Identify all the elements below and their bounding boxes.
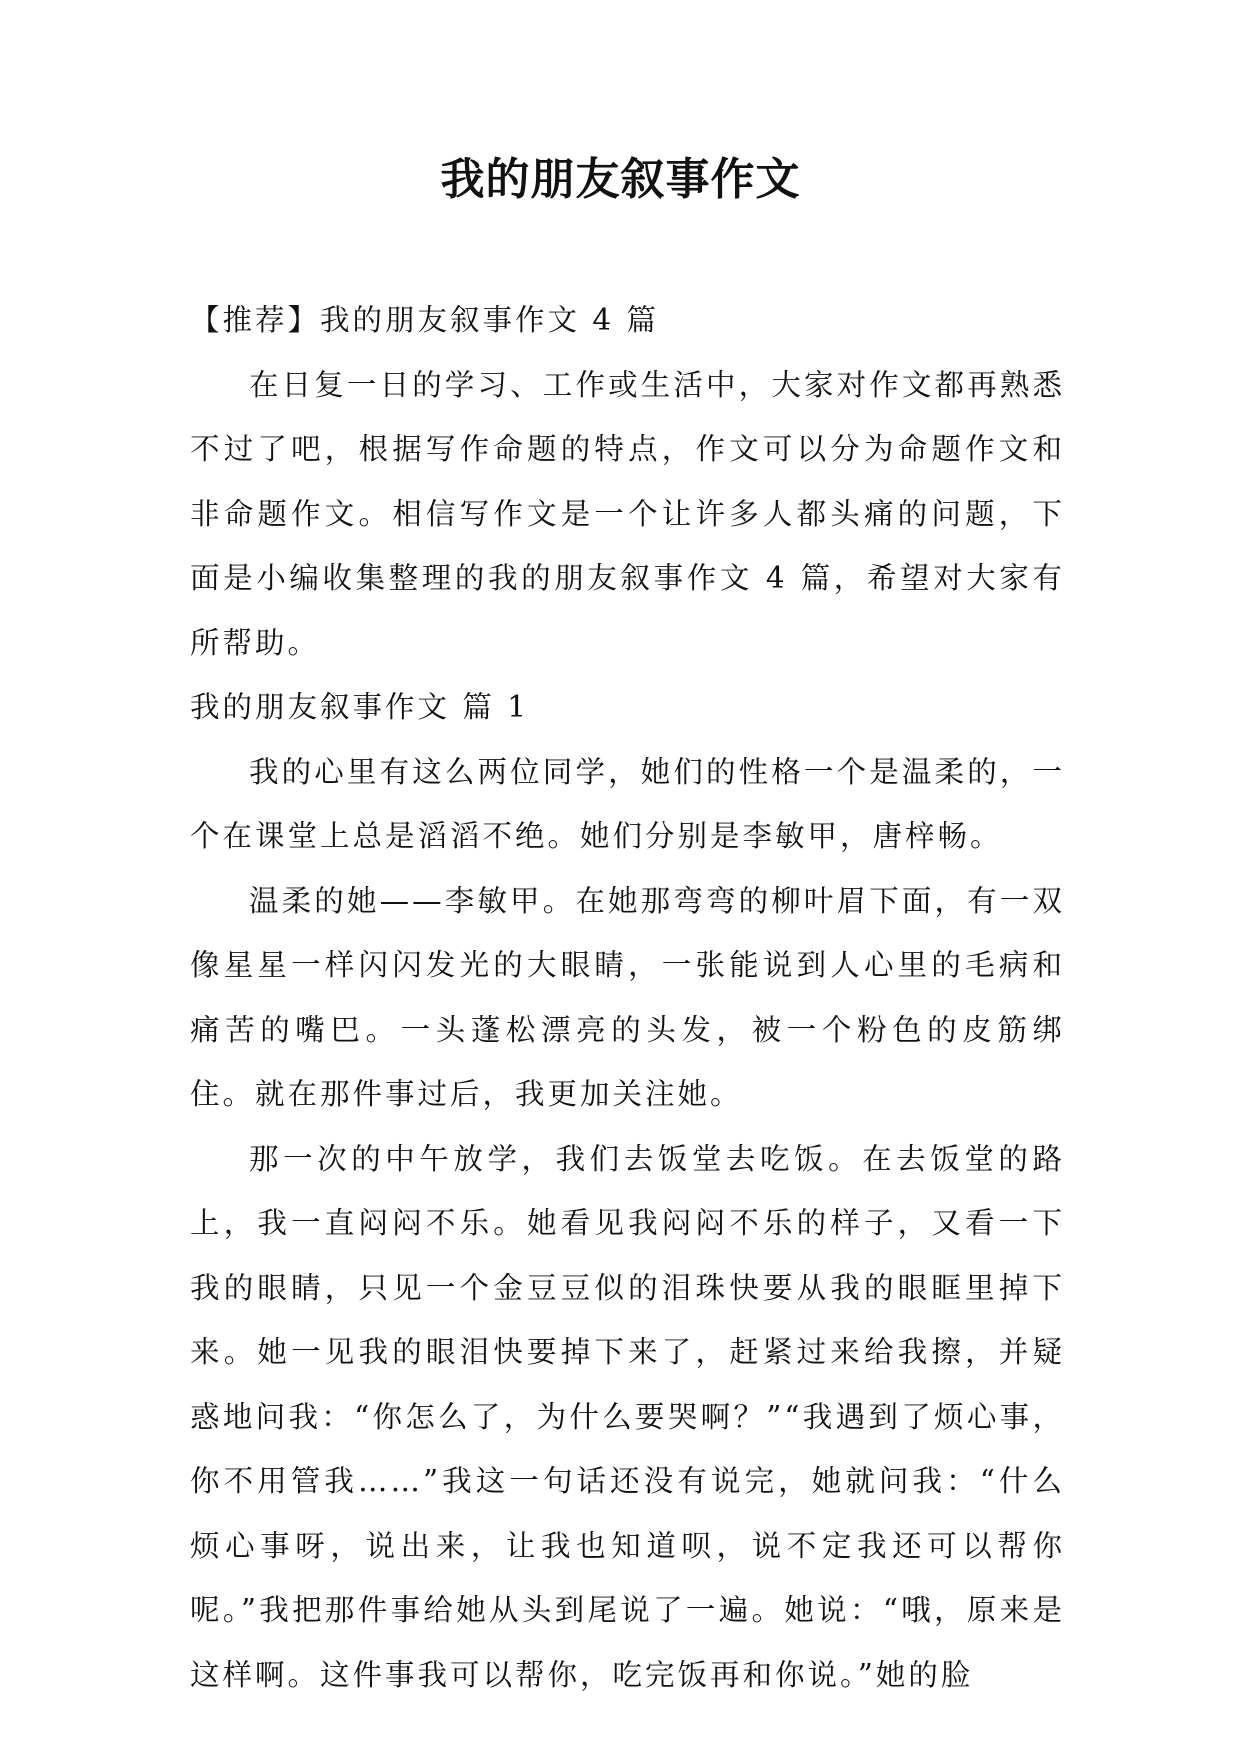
- document-body: [190, 288, 1065, 1707]
- intro-paragraph: 在日复一日的学习、工作或生活中，大家对作文都再熟悉不过了吧，根据写作命题的特点，作文可以分为命题作文和非命题作文。相信写作文是一个让许多人都头痛的问题，下面是小编收集整理的我的朋友叙事作文 4 篇，希望对大家有所帮助。: [190, 367, 1065, 660]
- body-paragraph: 我的心里有这么两位同学，她们的性格一个是温柔的，一个在课堂上总是滔滔不绝。她们分别是李敏甲，唐梓畅。: [190, 754, 1065, 853]
- body-paragraph: 温柔的她——李敏甲。在她那弯弯的柳叶眉下面，有一双像星星一样闪闪发光的大眼睛，一张能说到人心里的毛病和痛苦的嘴巴。一头蓬松漂亮的头发，被一个粉色的皮筋绑住。就在那件事过后，我更加关注她。: [190, 883, 1065, 1111]
- document-title: 我的朋友叙事作文: [440, 154, 801, 205]
- section-heading: 我的朋友叙事作文 篇 1: [190, 690, 530, 724]
- body-paragraph: 那一次的中午放学，我们去饭堂去吃饭。在去饭堂的路上，我一直闷闷不乐。她看见我闷闷不乐的样子，又看一下我的眼睛，只见一个金豆豆似的泪珠快要从我的眼眶里掉下来。她一见我的眼泪快要掉下来了，赶紧过来给我擦，并疑惑地问我：“你怎么了，为什么要哭啊？”“我遇到了烦心事，你不用管我……”我这一句话还没有说完，她就问我：“什么烦心事呀，说出来，让我也知道呗，说不定我还可以帮你呢。”我把那件事给她从头到尾说了一遍。她说：“哦，原来是这样啊。这件事我可以帮你，吃完饭再和你说。”她的脸: [190, 1141, 1065, 1692]
- intro-heading: 【推荐】我的朋友叙事作文 4 篇: [190, 303, 660, 337]
